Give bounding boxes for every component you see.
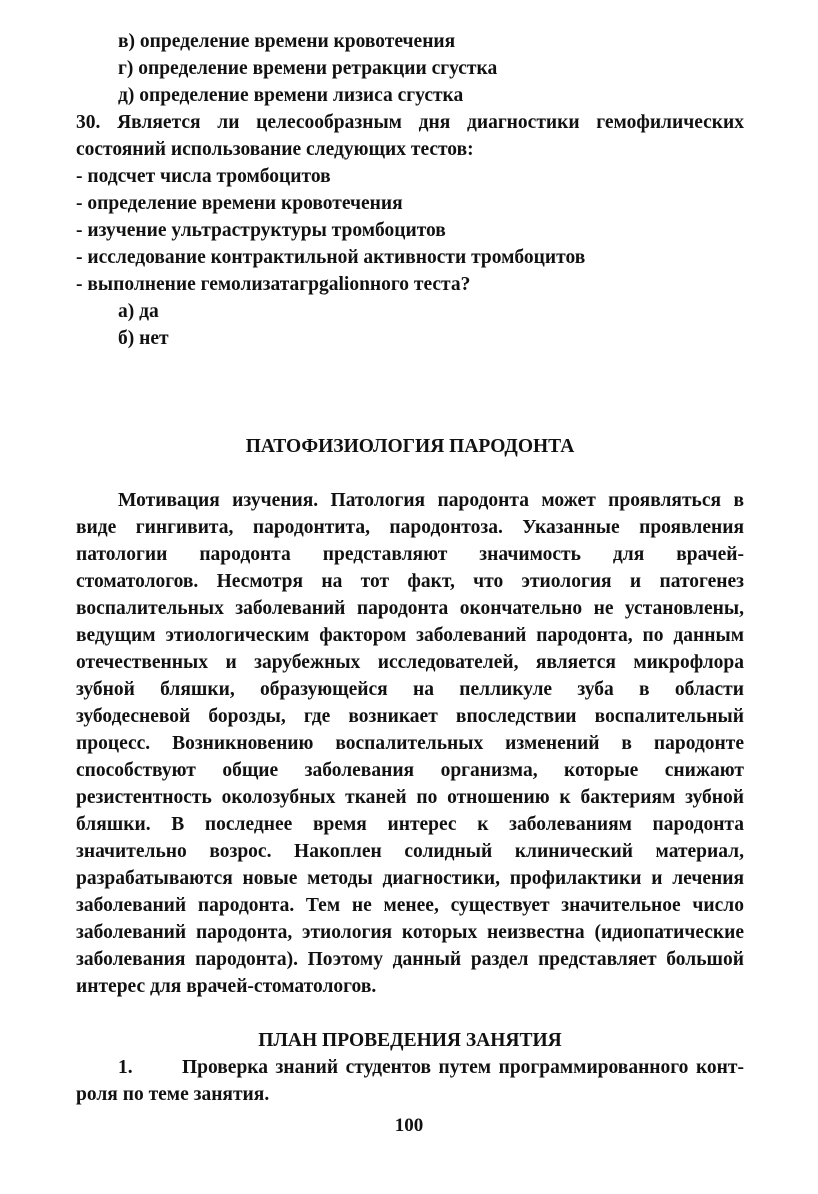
motivation-line: заболеваний пародонта, этиология которых неизвестна (идиопатические [76, 922, 744, 943]
section-gap [76, 352, 744, 433]
motivation-line: воспалительных заболеваний пародонта окончательно не установлены, [76, 598, 744, 619]
answer-b: б) нет [118, 328, 169, 349]
section-title: ПАТОФИЗИОЛОГИЯ ПАРОДОНТА [245, 436, 575, 457]
motivation-line: заболевания пародонта). Поэтому данный раздел представляет большой [76, 949, 744, 970]
motivation-line: зубодесневой борозды, где возникает впоследствии воспалительный [76, 706, 744, 727]
motivation-line: процесс. Возникновению воспалительных изменений в пародонте [76, 733, 744, 754]
motivation-line: патологии пародонта представляют значимость для врачей- [76, 544, 744, 565]
motivation-line: резистентность околозубных тканей по отношению к бактериям зубной [76, 787, 744, 808]
question-30-line-2: состояний использование следующих тестов: [76, 139, 474, 160]
page-content [76, 28, 744, 1108]
answer-a: а) да [118, 301, 159, 322]
page-number: 100 [394, 1115, 424, 1136]
option-d: д) определение времени лизиса сгустка [118, 85, 464, 106]
plan-item [76, 1054, 744, 1081]
test-item-2: - определение времени кровотечения [76, 193, 403, 214]
question-30-line-1: 30. Является ли целесообразным дня диагностики гемофилических [76, 112, 744, 133]
motivation-line: бляшки. В последнее время интерес к заболеваниям пародонта [76, 814, 744, 835]
option-g: г) определение времени ретракции сгустка [118, 58, 498, 79]
motivation-line: интерес для врачей-стоматологов. [76, 976, 377, 997]
motivation-line: зубной бляшки, образующейся на пелликуле зуба в области [76, 679, 744, 700]
plan-list [76, 1054, 744, 1108]
plan-item-number: 1. [118, 1057, 133, 1078]
motivation-line: виде гингивита, пародонтита, пародонтоза. Указанные проявления [76, 517, 744, 538]
motivation-line: отечественных и зарубежных исследователей, является микрофлора [76, 652, 744, 673]
previous-question-options [76, 28, 744, 109]
motivation-line: стоматологов. Несмотря на тот факт, что этиология и патогенез [76, 571, 744, 592]
motivation-line: значительно возрос. Накоплен солидный клинический материал, [76, 841, 744, 862]
test-item-1: - подсчет числа тромбоцитов [76, 166, 331, 187]
plan-title: ПЛАН ПРОВЕДЕНИЯ ЗАНЯТИЯ [258, 1030, 562, 1051]
motivation-line: Мотивация изучения. Патология пародонта может проявляться в [118, 490, 744, 511]
plan-item-text-line-2: роля по теме занятия. [76, 1084, 270, 1105]
title-gap [76, 460, 744, 487]
motivation-line: способствуют общие заболевания организма, которые снижают [76, 760, 744, 781]
test-item-3: - изучение ультраструктуры тромбоцитов [76, 220, 446, 241]
test-item-5: - выполнение гемолизатагрgalionного теста? [76, 274, 471, 295]
motivation-line: ведущим этиологическим фактором заболеваний пародонта, по данным [76, 625, 744, 646]
motivation-line: разрабатываются новые методы диагностики, профилактики и лечения [76, 868, 744, 889]
option-v: в) определение времени кровотечения [118, 31, 456, 52]
motivation-line: заболеваний пародонта. Тем не менее, существует значительное число [76, 895, 744, 916]
test-item-4: - исследование контрактильной активности тромбоцитов [76, 247, 586, 268]
plan-item-text-line-1: Проверка знаний студентов путем программированного конт- [182, 1057, 744, 1078]
plan-gap [76, 1000, 744, 1027]
motivation-paragraph [76, 487, 744, 1000]
question-30 [76, 109, 744, 352]
